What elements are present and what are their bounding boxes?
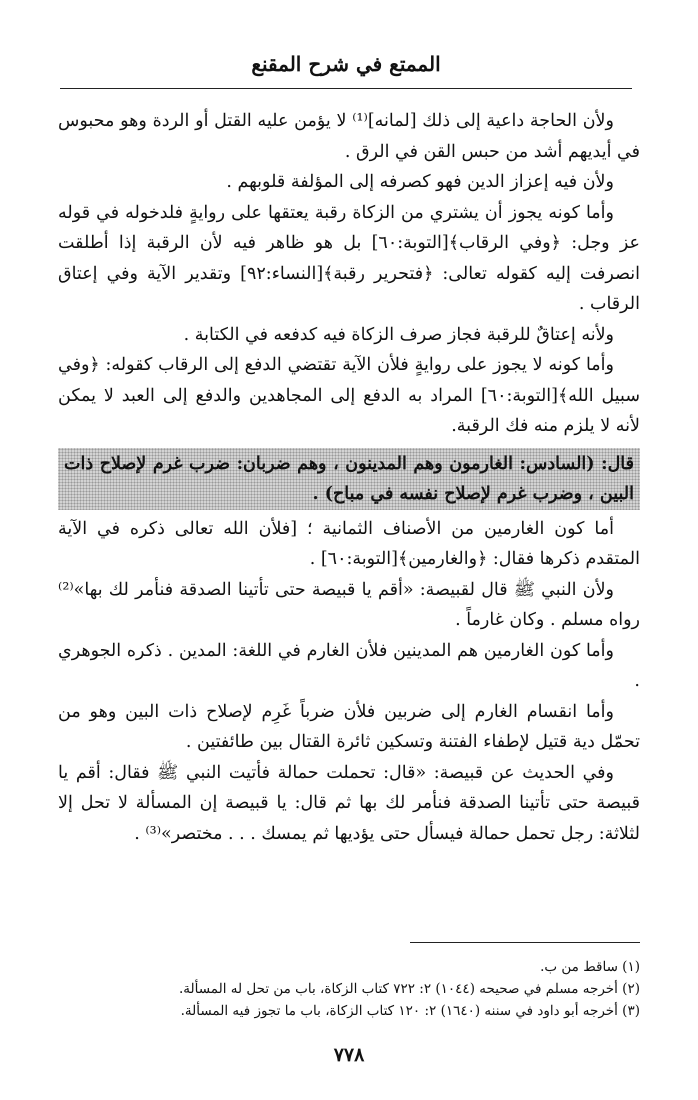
- paragraph: ولأنه إعتاقٌ للرقبة فجاز صرف الزكاة فيه كدفعه في الكتابة .: [183, 324, 614, 345]
- paragraph: وأما انقسام الغارم إلى ضربين فلأن ضرباً غَرِم لإصلاح ذات البين وهو من تحمّل دية قتيل لإطفاء الفتنة وتسكين ثائرة القتال بين طائفتين .: [58, 701, 640, 752]
- footnote: (١) ساقط من ب.: [540, 959, 640, 975]
- paragraph: ولأن فيه إعزاز الدين فهو كصرفه إلى المؤلفة قلوبهم .: [226, 172, 614, 192]
- paragraph: وأما كونه يجوز أن يشتري من الزكاة رقبة يعتقها على روايةٍ فلدخوله في قوله عز وجل: ﴿وفي الرقاب﴾[التوبة:٦٠] بل هو ظاهر فيه لأن الرقبة إذا أطلقت انصرفت إليه كقوله تعالى: ﴿فتحرير رقبة﴾[النساء:٩٢] وتقدير الآية وفي إعتاق الرقاب .: [58, 202, 640, 314]
- paragraph: وفي الحديث عن قبيصة: «قال: تحملت حمالة فأتيت النبي ﷺ فقال: أقم يا قبيصة حتى تأتينا الصدقة فنأمر لك بها ثم قال: يا قبيصة إن المسألة لا تحل إلا لثلاثة: رجل تحمل حمالة فيسأل حتى يؤديها ثم يمسك . . . مختصر»⁽³⁾ .: [58, 762, 640, 844]
- paragraph: ولأن الحاجة داعية إلى ذلك [لمانه]⁽¹⁾ لا يؤمن عليه القتل أو الردة وهو محبوس في أيديهم أشد من حبس القن في الرق .: [58, 111, 640, 162]
- running-header: الممتع في شرح المقنع: [251, 52, 441, 76]
- footnote: (٢) أخرجه مسلم في صحيحه (١٠٤٤) ٢: ٧٢٢ كتاب الزكاة، باب من تحل له المسألة.: [178, 981, 640, 997]
- main-text: [58, 106, 640, 849]
- header-rule: [60, 88, 632, 89]
- footnote: (٣) أخرجه أبو داود في سننه (١٦٤٠) ٢: ١٢٠ كتاب الزكاة، باب ما تجوز فيه المسألة.: [180, 1003, 640, 1019]
- footnotes: [58, 956, 640, 1022]
- paragraph: وأما كونه لا يجوز على روايةٍ فلأن الآية تقتضي الدفع إلى الرقاب كقوله: ﴿وفي سبيل الله﴾[التوبة:٦٠] المراد به الدفع إلى المجاهدين والدفع إلى العبد لا يمكن لأنه لا يلزم منه فك الرقبة.: [58, 355, 640, 436]
- page-number: ٧٧٨: [333, 1044, 365, 1066]
- paragraph: وأما كون الغارمين هم المدينين فلأن الغارم في اللغة: المدين . ذكره الجوهري .: [58, 640, 640, 691]
- paragraph: أما كون الغارمين من الأصناف الثمانية ؛ [فلأن الله تعالى ذكره في الآية المتقدم ذكرها فقال: ﴿والغارمين﴾[التوبة:٦٠] .: [58, 518, 640, 569]
- paragraph: ولأن النبي ﷺ قال لقبيصة: «أقم يا قبيصة حتى تأتينا الصدقة فنأمر لك بها»⁽²⁾ رواه مسلم . وكان غارماً .: [58, 579, 640, 630]
- highlighted-quote: قال: (السادس: الغارمون وهم المدينون ، وهم ضربان: ضرب غرم لإصلاح ذات البين ، وضرب غرم لإصلاح نفسه في مباح) .: [58, 448, 640, 510]
- footnote-rule: [410, 942, 640, 943]
